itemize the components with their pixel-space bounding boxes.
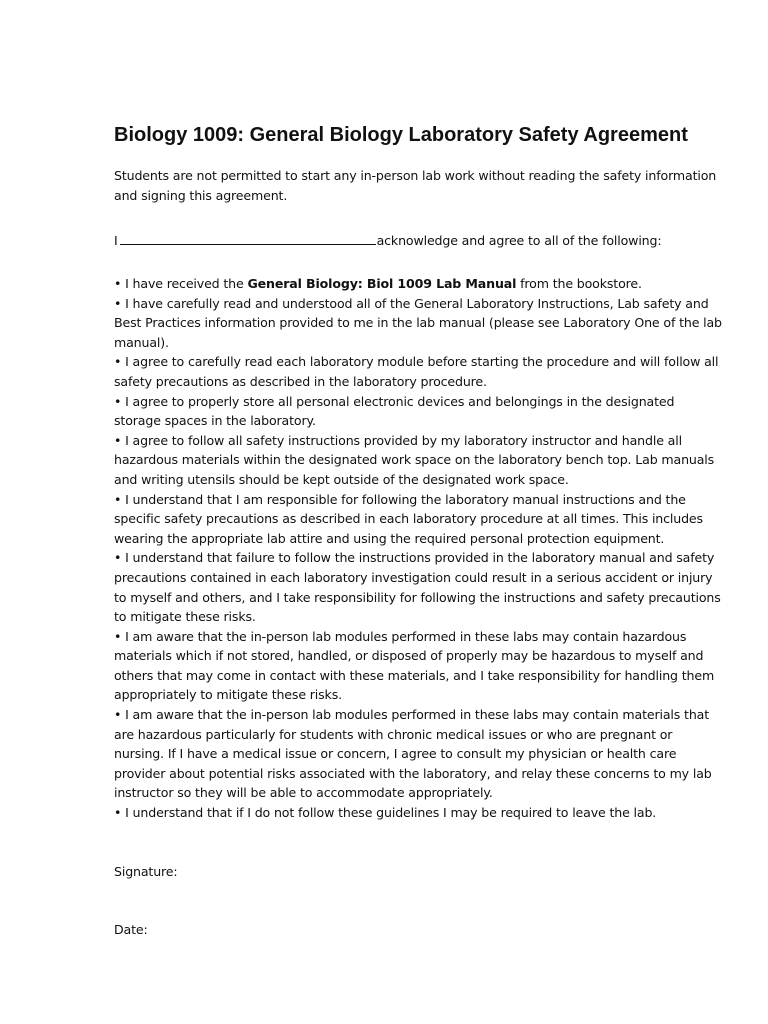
list-item-text: I understand that I am responsible for following the laboratory manual instructions and the specific safety precautions as described in each laboratory procedure at all times. This includes wearing the appropriate lab attire and using the required personal protection equipment. [114,491,703,546]
list-item-text: I am aware that the in-person lab modules performed in these labs may contain hazardous materials which if not stored, handled, or disposed of properly may be hazardous to myself and others that may come in contact with these materials, and I take responsibility for handling them appropriately to mitigate these risks. [114,628,715,703]
ack-suffix: acknowledge and agree to all of the following: [376,233,662,248]
bullet-icon: • [114,550,122,566]
ack-prefix: I [114,233,118,248]
list-item [114,803,724,823]
list-item [114,352,724,391]
acknowledgement-line [114,230,734,251]
bullet-icon: • [114,354,122,370]
bullet-icon: • [114,295,122,311]
document-title: Biology 1009: General Biology Laboratory Safety Agreement [114,124,688,146]
list-item-text: I understand that if I do not follow these guidelines I may be required to leave the lab. [125,805,657,821]
list-item-text: I agree to properly store all personal electronic devices and belongings in the designated storage spaces in the laboratory. [114,393,675,429]
list-item-text: I have received the [125,276,248,291]
list-item [114,431,724,490]
agreement-list [114,274,724,823]
bullet-icon: • [114,276,122,291]
list-item [114,627,724,705]
bullet-icon: • [114,393,122,409]
signature-label: Signature: [114,864,178,879]
bullet-icon: • [114,432,122,448]
date-label: Date: [114,922,148,937]
list-item-text: I am aware that the in-person lab modules performed in these labs may contain materials that are hazardous particularly for students with chronic medical issues or who are pregnant or nursing. If I have a medical issue or concern, I agree to consult my physician or health care provider about potential risks associated with the laboratory, and relay these concerns to my lab instructor so they will be able to accommodate appropriately. [114,707,712,801]
list-item [114,548,724,626]
list-item [114,392,724,431]
list-item-text: I agree to carefully read each laboratory module before starting the procedure and will follow all safety precautions as described in the laboratory procedure. [114,354,719,389]
lab-manual-title: General Biology: Biol 1009 Lab Manual [247,276,517,291]
bullet-icon: • [114,628,122,644]
list-item [114,490,724,549]
list-item [114,705,724,803]
list-item [114,274,724,294]
list-item-text: I have carefully read and understood all of the General Laboratory Instructions, Lab safety and Best Practices information provided to me in the lab manual (please see Laboratory One of the lab manual). [114,295,722,350]
list-item-text: I agree to follow all safety instructions provided by my laboratory instructor and handle all hazardous materials within the designated work space on the laboratory bench top. Lab manuals and writing utensils should be kept outside of the designated work space. [114,432,715,487]
bullet-icon: • [114,805,122,821]
name-blank-line [120,230,376,245]
bullet-icon: • [114,491,122,507]
intro-paragraph: Students are not permitted to start any in-person lab work without reading the safety information and signing this agreement. [114,168,717,203]
list-item-text: from the bookstore. [516,276,642,291]
bullet-icon: • [114,707,122,723]
list-item-text: I understand that failure to follow the instructions provided in the laboratory manual and safety precautions contained in each laboratory investigation could result in a serious accident or injury to myself and others, and I take responsibility for following the instructions and safety precautions to mitigate these risks. [114,550,721,625]
list-item [114,294,724,353]
